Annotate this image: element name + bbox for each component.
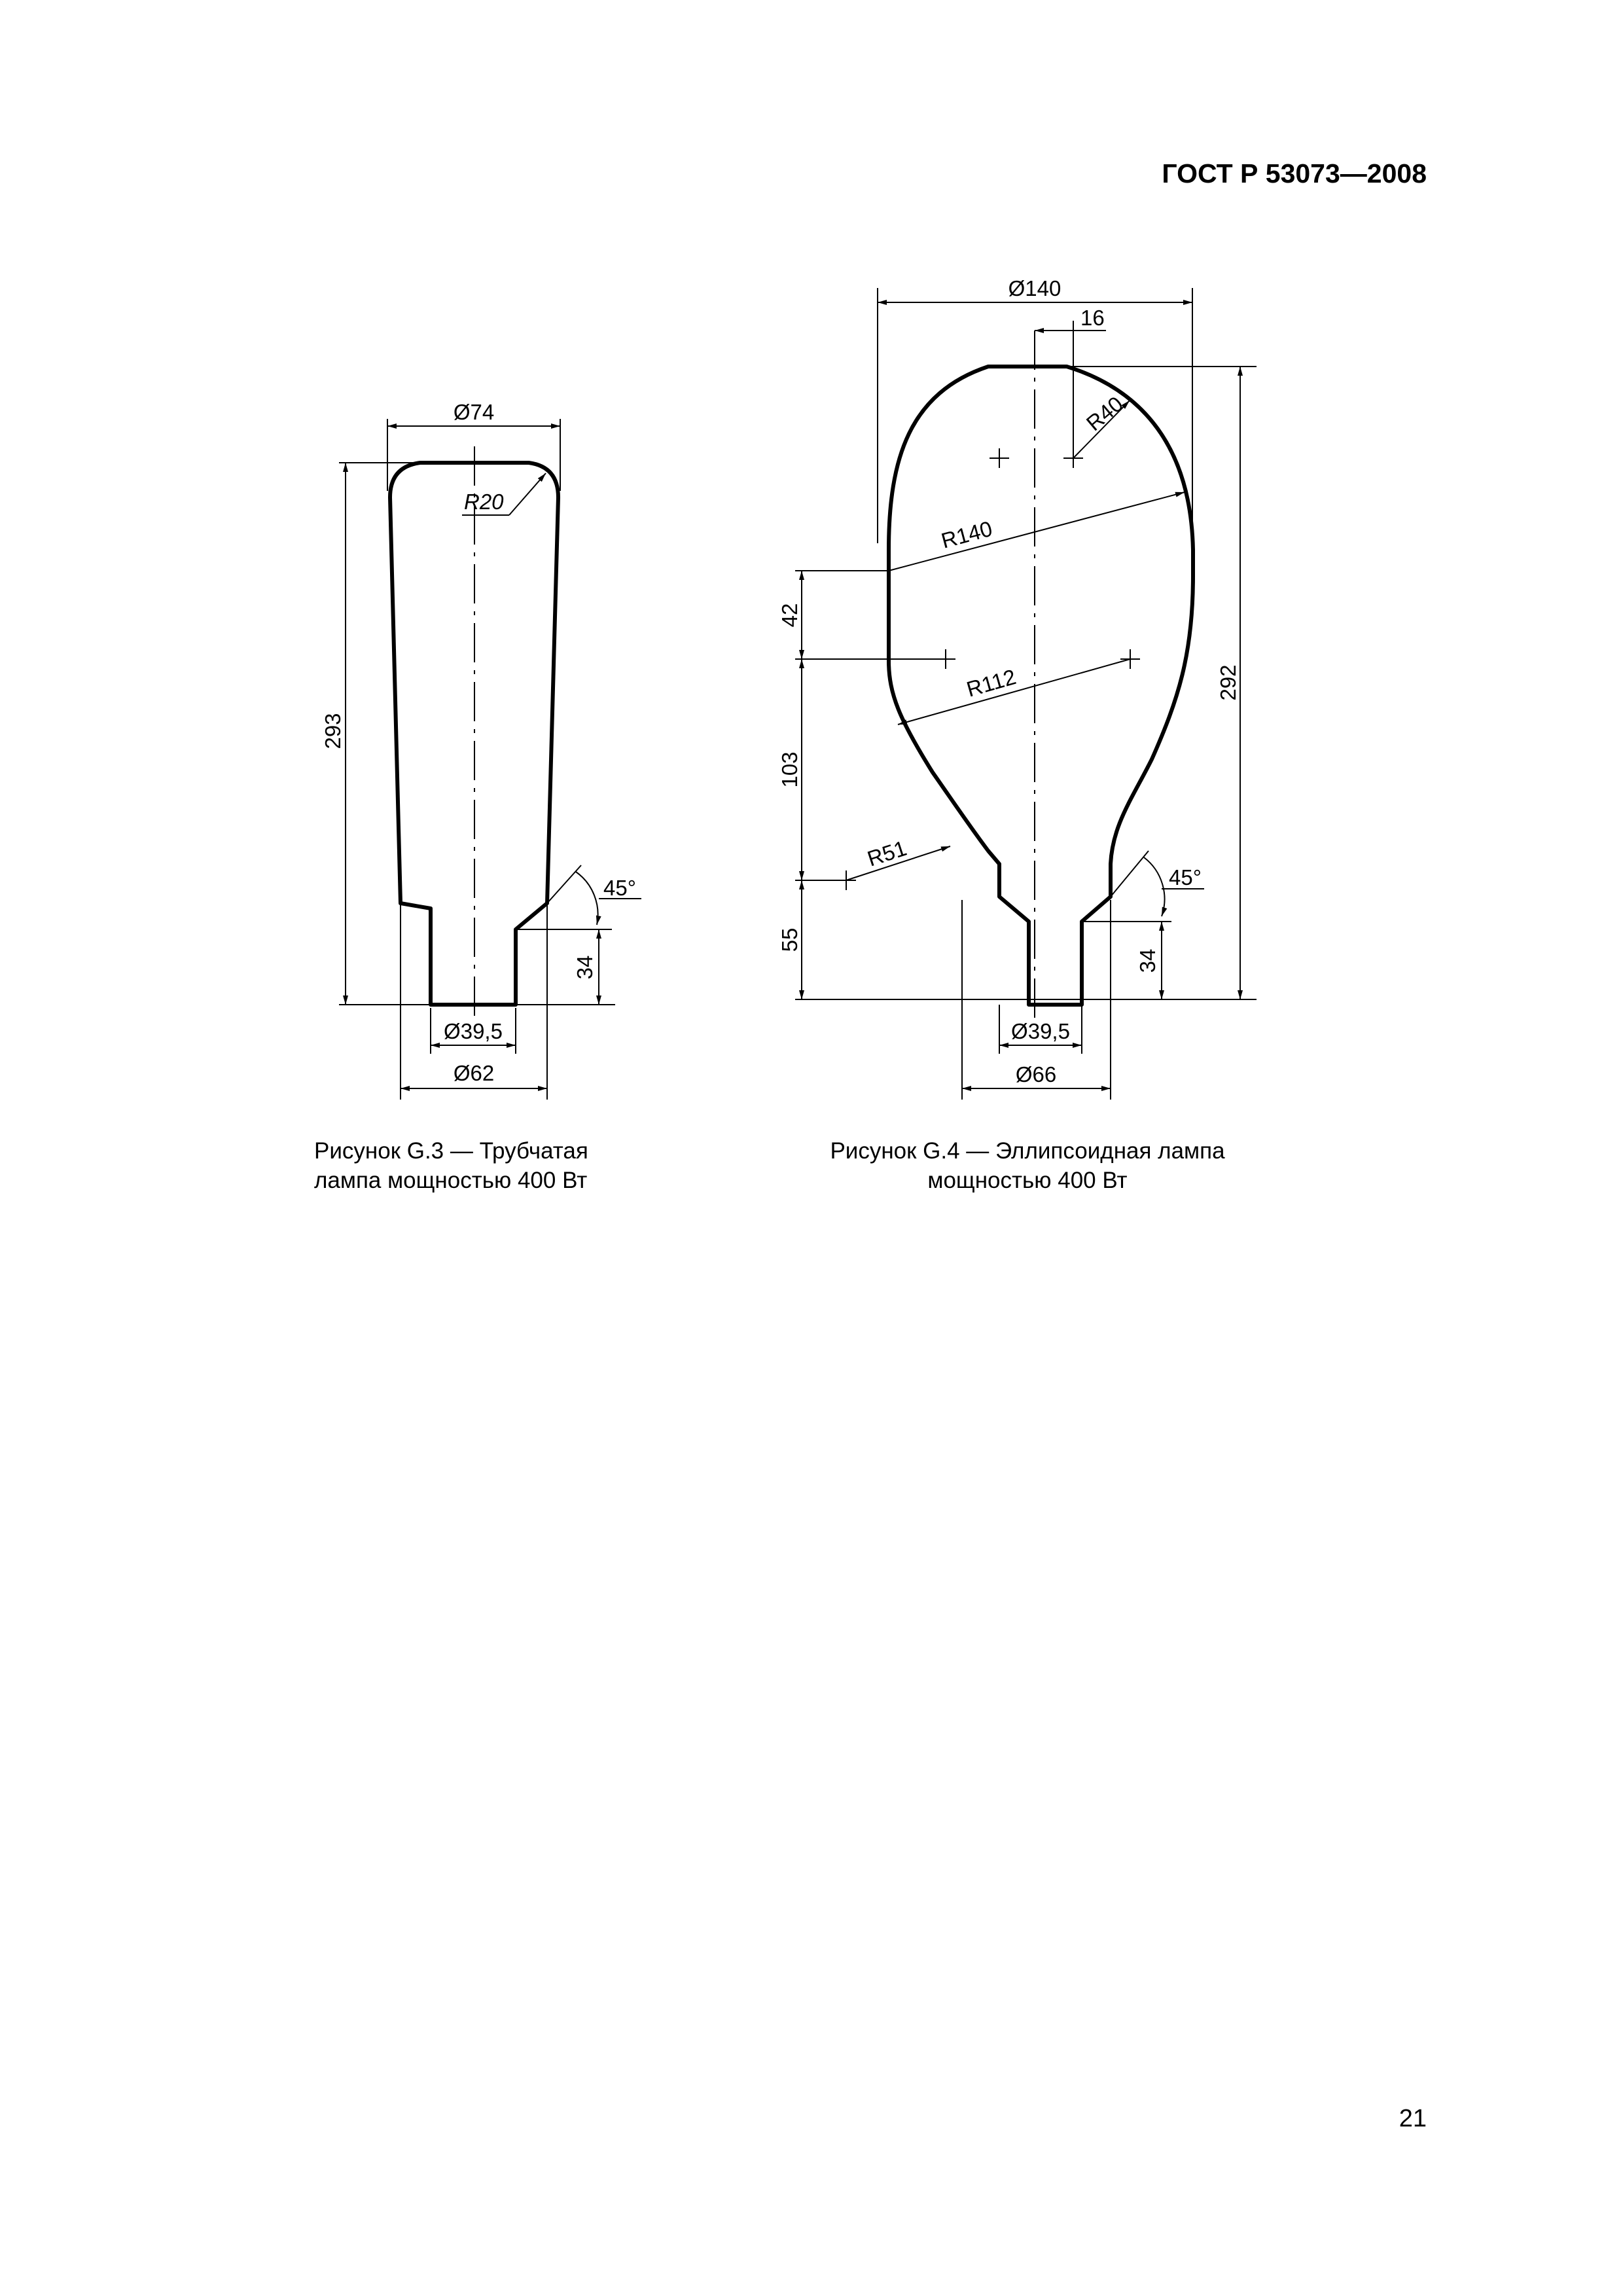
g3-top-diameter-label: Ø74: [453, 400, 495, 424]
figure-g4-drawing: [777, 276, 1257, 1100]
figure-g4-caption-line1: Рисунок G.4 — Эллипсоидная лампа: [830, 1138, 1225, 1164]
figure-g3-drawing: [321, 400, 641, 1100]
figure-g3-caption: [314, 1136, 681, 1195]
g4-radius-neck-label: R51: [864, 835, 910, 871]
g4-lamp-outline: [889, 367, 1193, 1005]
g3-angle-label: 45°: [603, 876, 636, 900]
g3-radius-label: R20: [464, 490, 504, 514]
figure-g4-caption: [772, 1136, 1283, 1195]
g4-offset-label: 16: [1080, 306, 1105, 330]
figure-g3-caption-line1: Рисунок G.3 — Трубчатая: [314, 1138, 588, 1164]
g4-neck-diameter-label: Ø39,5: [1011, 1019, 1070, 1043]
g4-radius-top-label: R40: [1081, 391, 1128, 436]
g4-total-height-label: 292: [1216, 664, 1240, 701]
figure-g3-caption-line2: лампа мощностью 400 Вт: [314, 1168, 588, 1193]
g4-height-55-label: 55: [777, 927, 802, 952]
g3-height-label: 293: [321, 713, 345, 749]
g4-base-diameter-label: Ø66: [1015, 1062, 1057, 1086]
g4-neck-height-label: 34: [1135, 948, 1160, 973]
document-header: ГОСТ Р 53073—2008: [1162, 158, 1427, 188]
figure-g4-caption-line2: мощностью 400 Вт: [927, 1168, 1128, 1193]
g4-top-diameter-label: Ø140: [1008, 276, 1061, 300]
g4-radius-side-label: R140: [938, 516, 995, 553]
g4-height-103-label: 103: [777, 751, 802, 788]
g4-radius-lower-label: R112: [963, 664, 1019, 702]
g4-height-42-label: 42: [777, 603, 802, 628]
g3-neck-height-label: 34: [573, 955, 597, 980]
g3-base-diameter-label: Ø62: [453, 1061, 495, 1085]
page-number: 21: [1399, 2105, 1427, 2132]
g3-neck-diameter-label: Ø39,5: [444, 1019, 503, 1043]
g4-angle-label: 45°: [1169, 865, 1202, 889]
